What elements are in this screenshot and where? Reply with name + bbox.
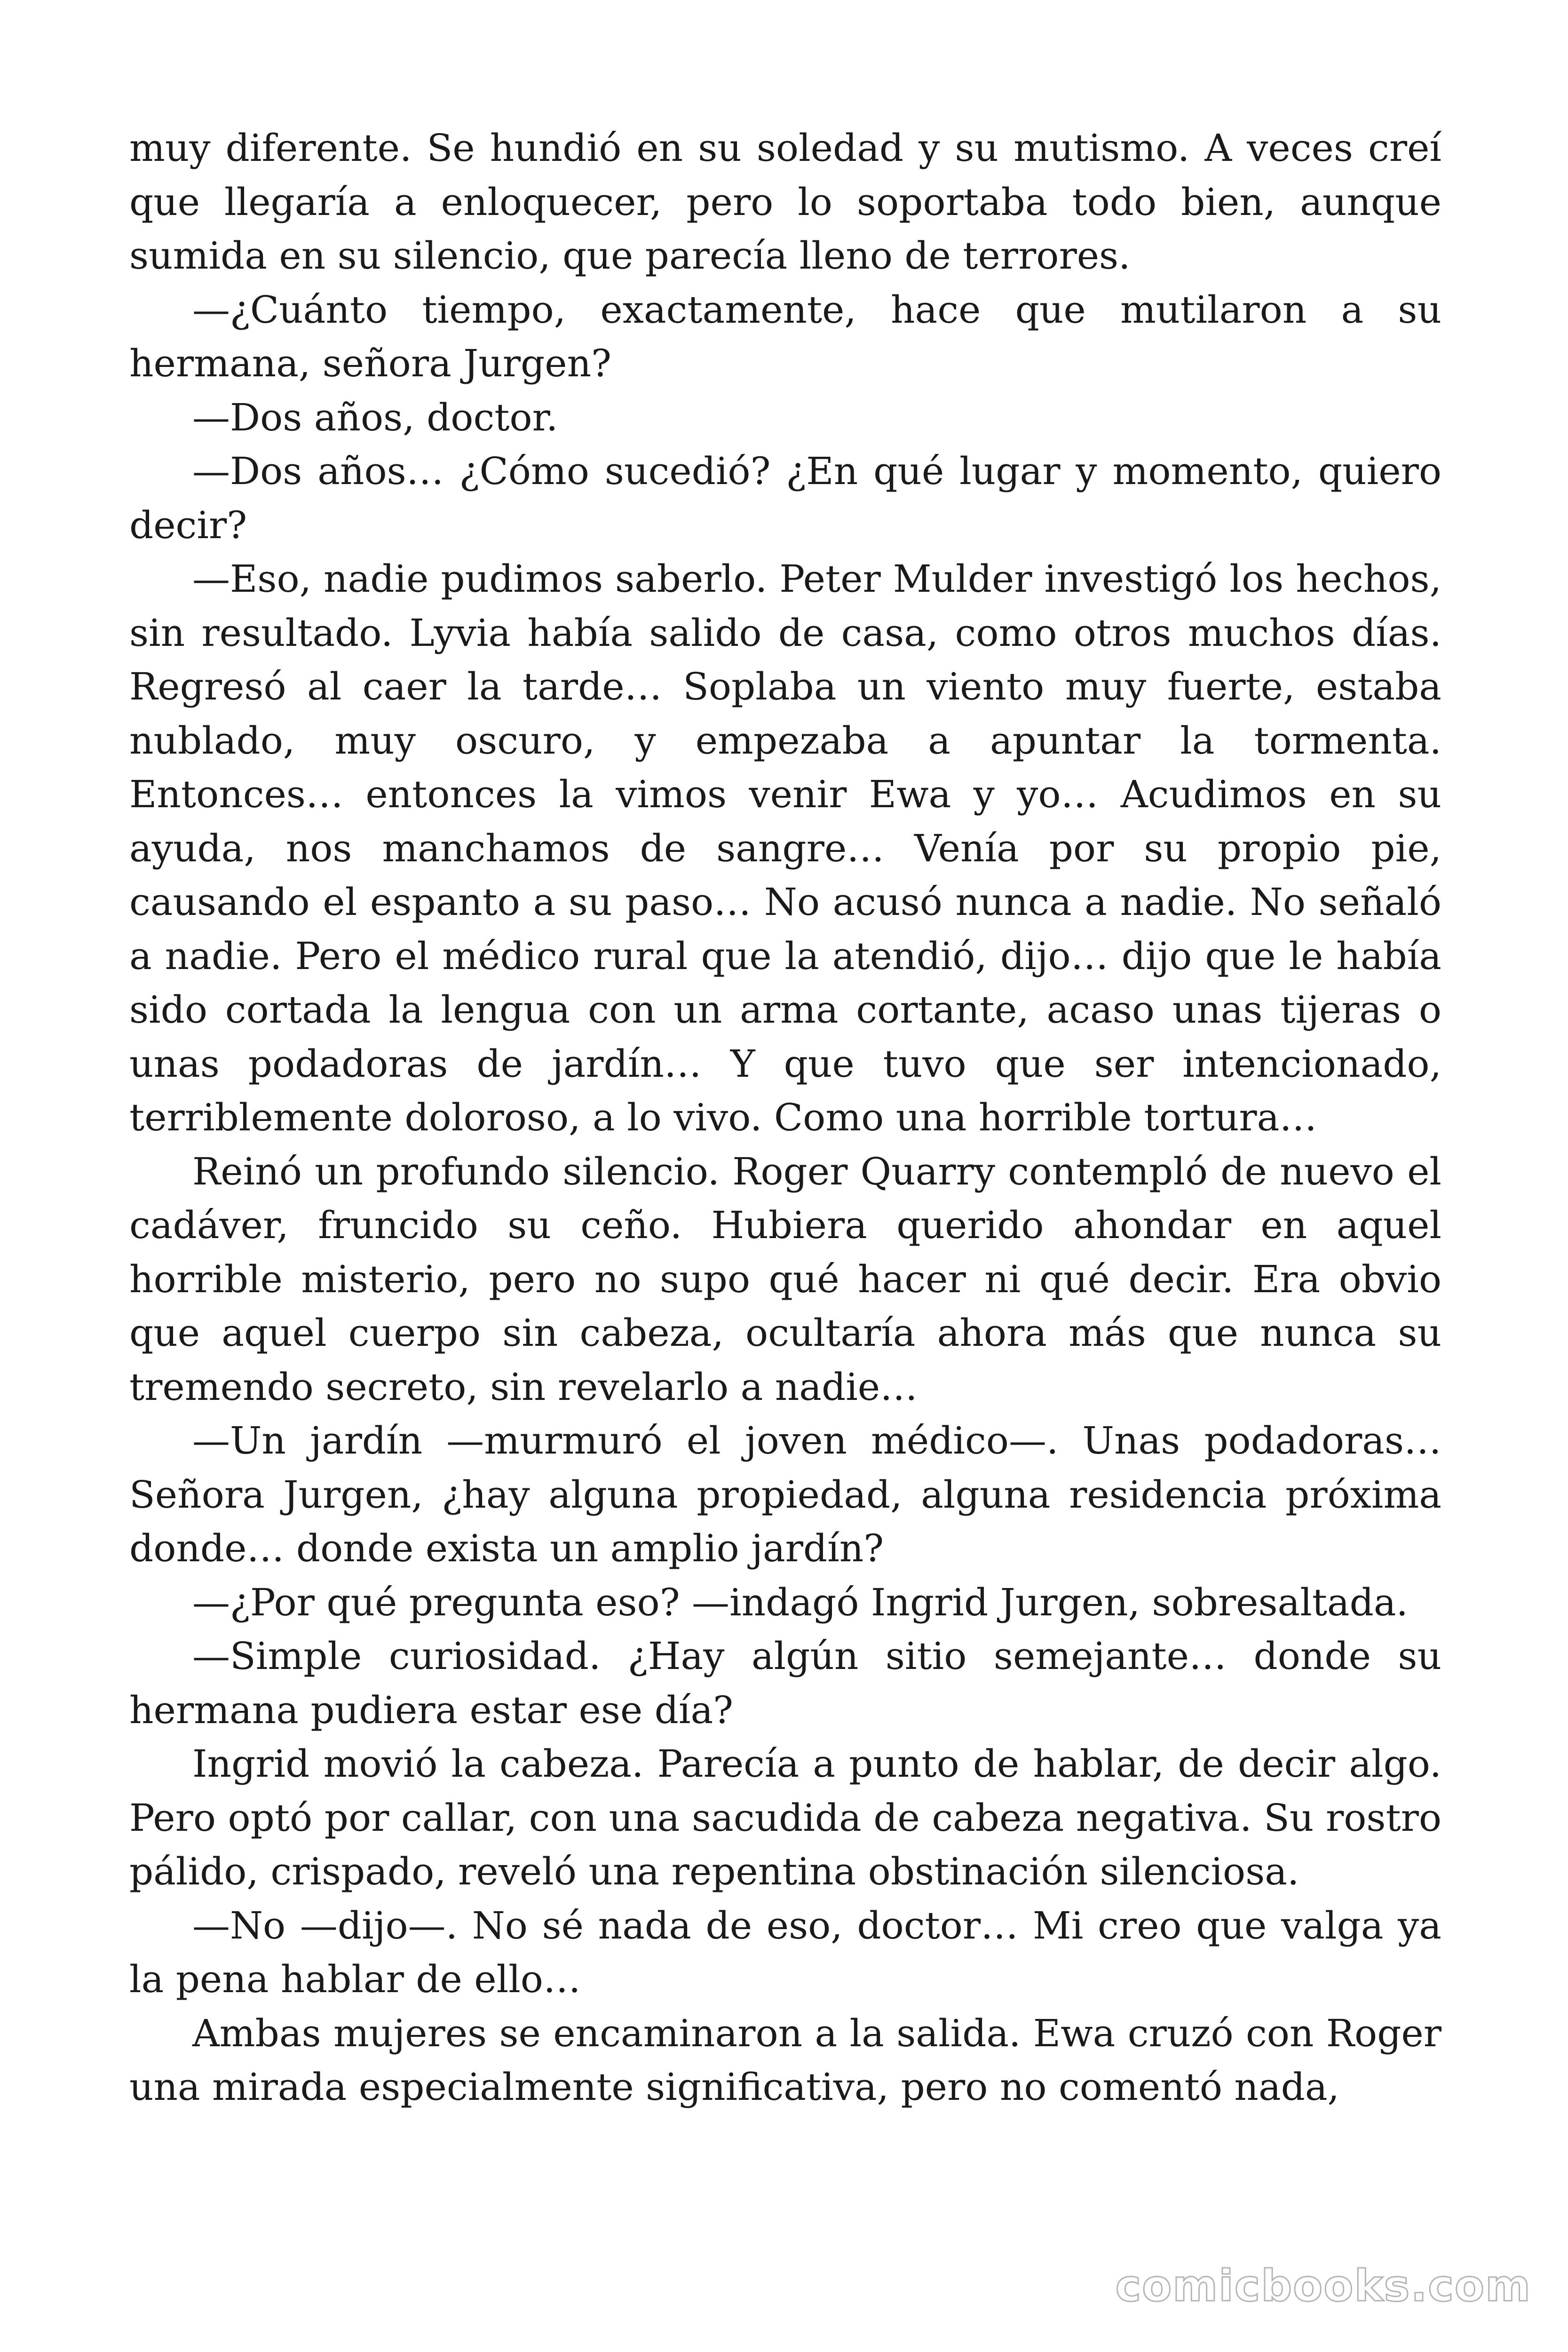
- paragraph-4: —Dos años… ¿Cómo sucedió? ¿En qué lugar y momento, quiero decir?: [129, 449, 1441, 547]
- paragraph-8: —¿Por qué pregunta eso? —indagó Ingrid Jurgen, sobresaltada.: [192, 1580, 1408, 1624]
- paragraph-11: —No —dijo—. No sé nada de eso, doctor… Mi creo que valga ya la pena hablar de ello…: [129, 1903, 1441, 2001]
- body-text: [129, 121, 1441, 2114]
- paragraph-12: Ambas mujeres se encaminaron a la salida. Ewa cruzó con Roger una mirada especialmente significativa, pero no comentó nada,: [129, 2011, 1441, 2109]
- paragraph-7: —Un jardín —murmuró el joven médico—. Unas podadoras… Señora Jurgen, ¿hay alguna propiedad, alguna residencia próxima donde… donde exista un amplio jardín?: [129, 1419, 1441, 1570]
- paragraph-6: Reinó un profundo silencio. Roger Quarry contempló de nuevo el cadáver, fruncido su ceño. Hubiera querido ahondar en aquel horrible misterio, pero no supo qué hacer ni qué decir. Era obvio que aquel cuerpo sin cabeza, ocultaría ahora más que nunca su tremendo secreto, sin revelarlo a nadie…: [129, 1149, 1441, 1409]
- paragraph-1: muy diferente. Se hundió en su soledad y su mutismo. A veces creí que llegaría a enloquecer, pero lo soportaba todo bien, aunque sumida en su silencio, que parecía lleno de terrores.: [129, 126, 1441, 278]
- paragraph-5: —Eso, nadie pudimos saberlo. Peter Mulder investigó los hechos, sin resultado. Lyvia había salido de casa, como otros muchos días. Regresó al caer la tarde… Soplaba un viento muy fuerte, estaba nublado, muy oscuro, y empezaba a apuntar la tormenta. Entonces… entonces la vimos venir Ewa y yo… Acudimos en su ayuda, nos manchamos de sangre… Venía por su propio pie, causando el espanto a su paso… No acusó nunca a nadie. No señaló a nadie. Pero el médico rural que la atendió, dijo… dijo que le había sido cortada la lengua con un arma cortante, acaso unas tijeras o unas podadoras de jardín… Y que tuvo que ser intencionado, terriblemente doloroso, a lo vivo. Como una horrible tortura…: [129, 557, 1441, 1139]
- paragraph-9: —Simple curiosidad. ¿Hay algún sitio semejante… donde su hermana pudiera estar ese día?: [129, 1634, 1441, 1732]
- paragraph-10: Ingrid movió la cabeza. Parecía a punto de hablar, de decir algo. Pero optó por callar, con una sacudida de cabeza negativa. Su rostro pálido, crispado, reveló una repentina obstinación silenciosa.: [129, 1742, 1441, 1893]
- paragraph-2: —¿Cuánto tiempo, exactamente, hace que mutilaron a su hermana, señora Jurgen?: [129, 287, 1441, 385]
- watermark-logo: comicbooks.com: [1115, 2261, 1531, 2311]
- paragraph-3: —Dos años, doctor.: [192, 395, 558, 439]
